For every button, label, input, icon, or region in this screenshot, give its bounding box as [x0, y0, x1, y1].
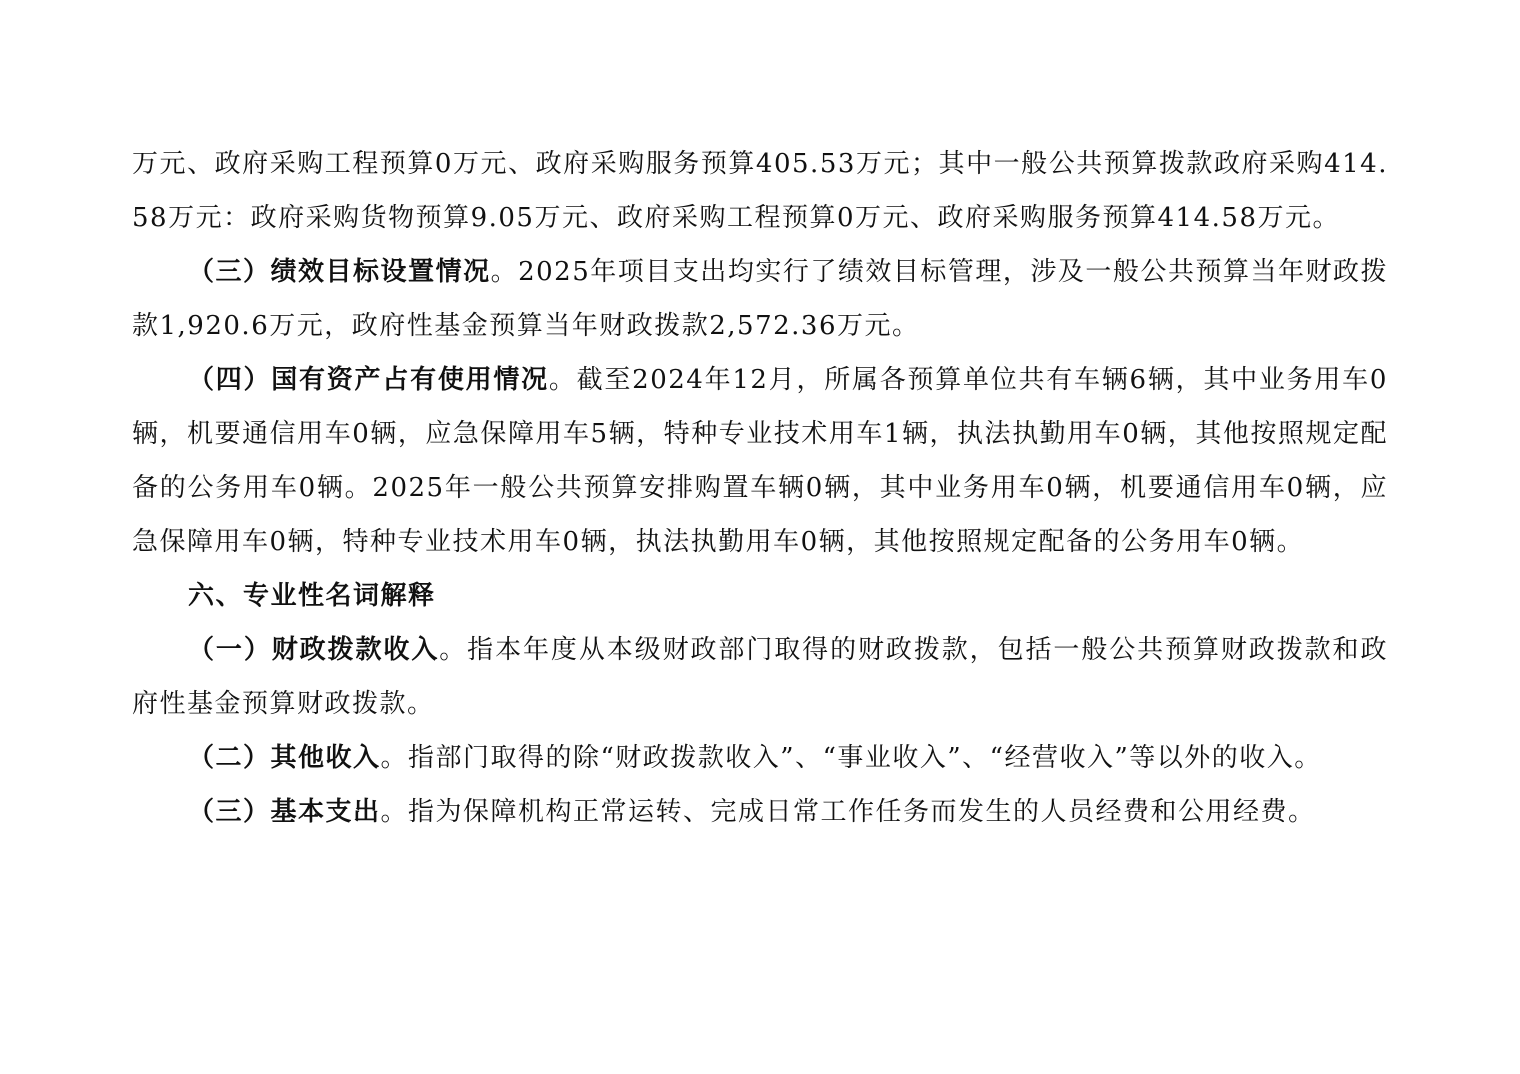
paragraph-lead: （二）其他收入 — [188, 743, 381, 773]
document-body — [132, 137, 1388, 839]
paragraph-text: 。指部门取得的除“财政拨款收入”、“事业收入”、“经营收入”等以外的收入。 — [380, 743, 1322, 773]
paragraph-procurement — [132, 137, 1388, 245]
paragraph-basic-expenditure — [132, 785, 1388, 839]
paragraph-other-income — [132, 731, 1388, 785]
paragraph-text: 。指为保障机构正常运转、完成日常工作任务而发生的人员经费和公用经费。 — [380, 797, 1316, 827]
paragraph-lead: （三）绩效目标设置情况 — [188, 257, 491, 287]
paragraph-text: 。截至2024年12月，所属各预算单位共有车辆6辆，其中业务用车0辆，机要通信用车0辆，应急保障用车5辆，特种专业技术用车1辆，执法执勤用车0辆，其他按照规定配备的公务用车0辆。2025年一般公共预算安排购置车辆0辆，其中业务用车0辆，机要通信用车0辆，应急保障用车0辆，特种专业技术用车0辆，执法执勤用车0辆，其他按照规定配备的公务用车0辆。 — [132, 365, 1388, 557]
section-heading: 六、专业性名词解释 — [188, 581, 436, 611]
paragraph-lead: （一）财政拨款收入 — [188, 635, 440, 665]
paragraph-lead: （四）国有资产占有使用情况 — [188, 365, 549, 395]
paragraph-fiscal-income — [132, 623, 1388, 731]
paragraph-text: 。指本年度从本级财政部门取得的财政拨款，包括一般公共预算财政拨款和政府性基金预算财政拨款。 — [132, 635, 1388, 719]
paragraph-state-assets — [132, 353, 1388, 569]
paragraph-text: 万元、政府采购工程预算0万元、政府采购服务预算405.53万元；其中一般公共预算拨款政府采购414.58万元：政府采购货物预算9.05万元、政府采购工程预算0万元、政府采购服务预算414.58万元。 — [132, 149, 1388, 233]
paragraph-performance-goals — [132, 245, 1388, 353]
paragraph-lead: （三）基本支出 — [188, 797, 381, 827]
paragraph-text: 。2025年项目支出均实行了绩效目标管理，涉及一般公共预算当年财政拨款1,920.6万元，政府性基金预算当年财政拨款2,572.36万元。 — [132, 257, 1388, 341]
